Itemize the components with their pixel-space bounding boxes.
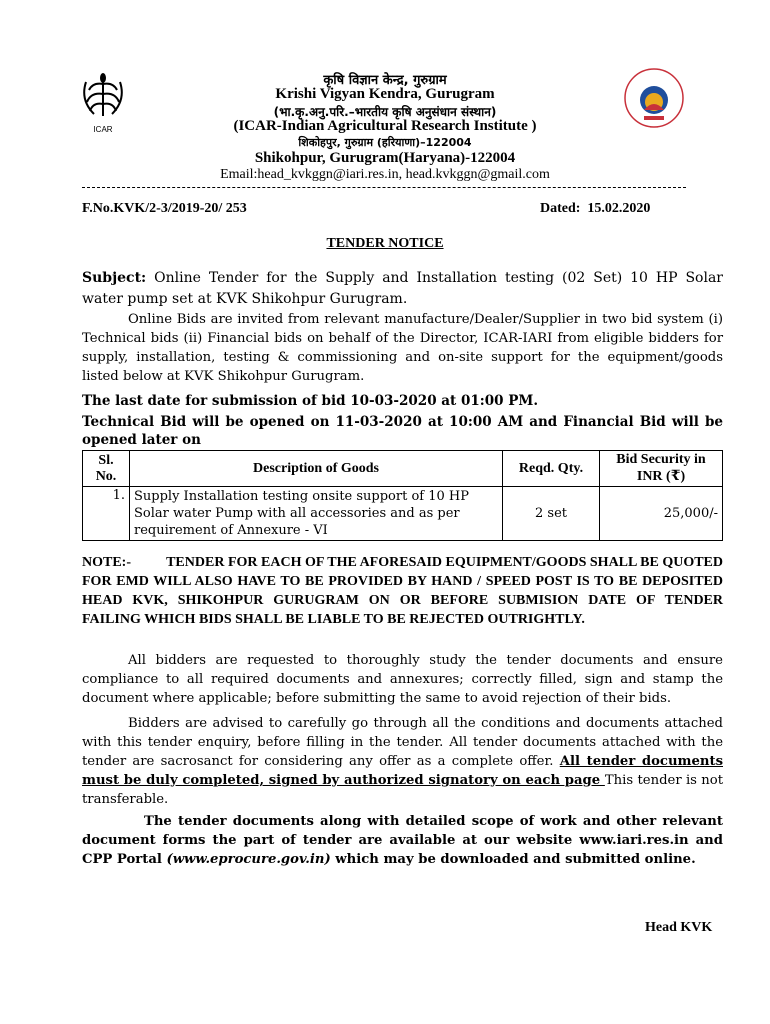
address: Shikohpur, Gurugram(Haryana)-122004 xyxy=(254,150,516,166)
hindi-parent-org: (भा.कृ.अनु.परि.–भारतीय कृषि अनुसंधान संस्थान) xyxy=(273,105,497,119)
goods-table xyxy=(82,450,723,541)
col-bid-security: Bid Security in INR (₹) xyxy=(600,451,723,487)
last-date: The last date for submission of bid 10-03-2020 at 01:00 PM. xyxy=(82,393,539,409)
col-sl-no: Sl. No. xyxy=(83,451,130,487)
subject-text: Online Tender for the Supply and Installation testing (02 Set) 10 HP Solar water pump set at KVK Shikohpur Gurugram. xyxy=(82,270,723,307)
conditions-tail: This tender is not transferable. xyxy=(82,773,724,807)
conditions-text: Bidders are advised to carefully go through all the conditions and documents attached with this tender enquiry, before filling in the tender. All tender documents attached with the tender are sacrosanct for considering any offer as a complete offer. xyxy=(82,716,723,769)
subject-label: Subject: xyxy=(82,270,147,286)
date: Dated: 15.02.2020 xyxy=(540,201,651,216)
opening-date: Technical Bid will be opened on 11-03-2020 at 10:00 AM and Financial Bid will be opened later on xyxy=(82,414,723,448)
icar-logo-text: ICAR xyxy=(93,125,113,134)
conditions-underlined: All tender documents must be duly completed, signed by authorized signatory on each page xyxy=(82,754,723,788)
documents-tail: which may be downloaded and submitted online. xyxy=(330,852,696,867)
hindi-org-name: कृषि विज्ञान केन्द्र, गुरुग्राम xyxy=(323,73,447,88)
col-description: Description of Goods xyxy=(130,451,503,487)
documents-text: The tender documents along with detailed scope of work and other relevant document forms the part of tender are available at our website www.iari.res.in and CPP Portal xyxy=(82,814,723,867)
row-security: 25,000/- xyxy=(600,487,723,541)
note: NOTE:- TENDER FOR EACH OF THE AFORESAID EQUIPMENT/GOODS SHALL BE QUOTED FOR EMD WILL ALSO HAVE TO BE PROVIDED BY HAND / SPEED POST IS TO BE DEPOSITED HEAD KVK, SHIKOHPUR GURUGRAM ON OR BEFORE SUBMISION DATE OF TENDER FAILING WHICH BIDS SHALL BE LIABLE TO BE REJECTED OUTRIGHTLY. xyxy=(82,555,730,627)
row-qty: 2 set xyxy=(503,487,600,541)
intro-paragraph: Online Bids are invited from relevant manufacture/Dealer/Supplier in two bid system (i) Technical bids (ii) Financial bids on behalf of the Director, ICAR-IARI from eligible bidders for supply, installation, testing & commissioning and on-site support for the equipment/goods listed below at KVK Shikohpur Gurugram. xyxy=(82,312,723,384)
email-line: Email:head_kvkggn@iari.res.in, head.kvkggn@gmail.com xyxy=(220,167,550,182)
org-name: Krishi Vigyan Kendra, Gurugram xyxy=(275,86,495,102)
paragraph-compliance: All bidders are requested to thoroughly study the tender documents and ensure compliance to all required documents and annexures; correctly filled, sign and stamp the document where applicable; before submitting the same to avoid rejection of their bids. xyxy=(82,653,723,706)
col-qty: Reqd. Qty. xyxy=(503,451,600,487)
eprocure-link[interactable]: (www.eprocure.gov.in) xyxy=(166,852,331,867)
page-title: TENDER NOTICE xyxy=(326,236,444,251)
paragraph-documents xyxy=(82,812,723,869)
row-description: Supply Installation testing onsite support of 10 HP Solar water Pump with all accessories and as per requirement of Annexure - VI xyxy=(130,487,503,541)
parent-org: (ICAR-Indian Agricultural Research Institute ) xyxy=(233,118,537,134)
table-header-row xyxy=(83,451,723,487)
header-divider xyxy=(82,187,686,188)
subject xyxy=(82,268,723,310)
paragraph-conditions xyxy=(82,714,723,809)
signature: Head KVK xyxy=(645,920,713,935)
row-sl: 1. xyxy=(83,487,130,541)
file-number: F.No.KVK/2-3/2019-20/ 253 xyxy=(82,201,247,216)
table-row xyxy=(83,487,723,541)
hindi-address: शिकोहपुर, गुरुग्राम (हरियाणा)–122004 xyxy=(298,136,472,149)
